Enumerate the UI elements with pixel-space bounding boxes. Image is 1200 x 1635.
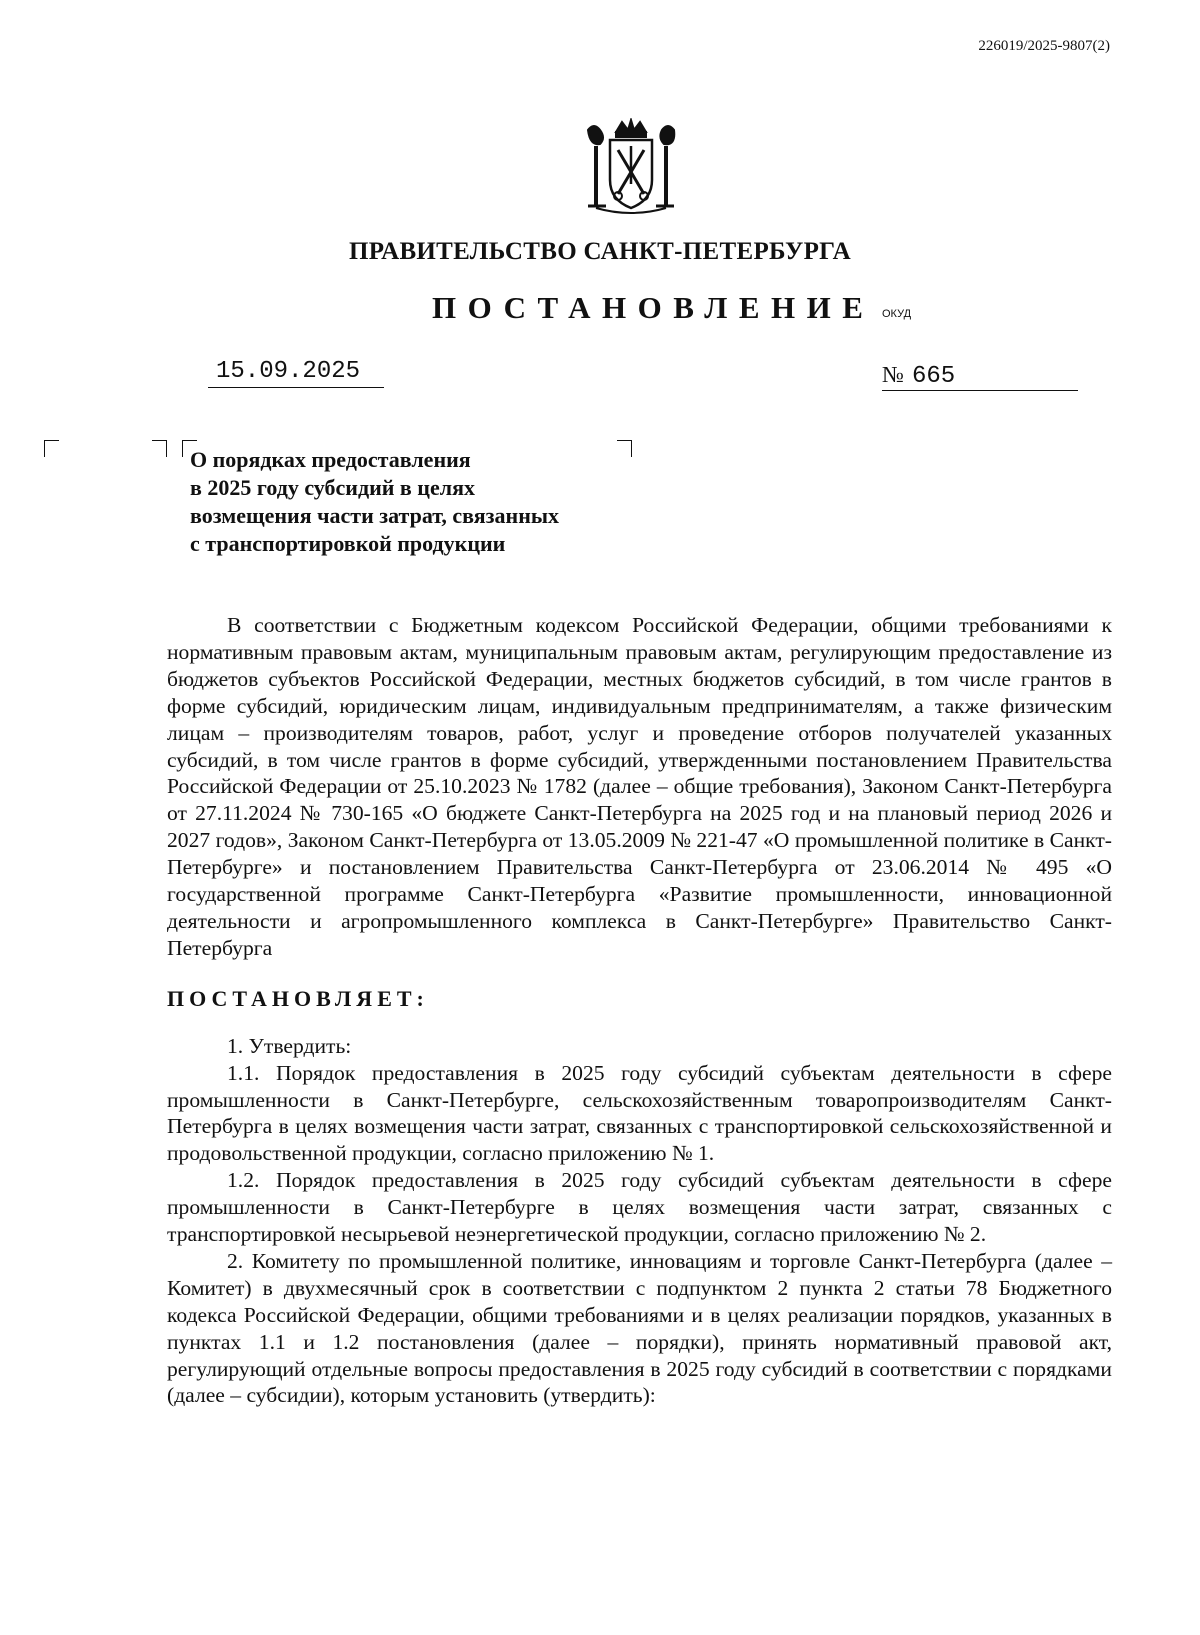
document-number: 665 — [911, 363, 956, 390]
document-body — [167, 612, 1112, 1409]
corner-mark-left — [44, 440, 59, 457]
item-paragraph: 1.2. Порядок предоставления в 2025 году субсидий субъектам деятельности в сфере промышленности в Санкт-Петербурге в целях возмещения части затрат, связанных с транспортировкой несырьевой неэнергетической продукции, согласно приложению № 2. — [167, 1168, 1112, 1247]
item-paragraph: 1. Утвердить: — [227, 1033, 352, 1058]
document-number-field — [882, 362, 1078, 391]
subject-line: в 2025 году субсидий в целях — [190, 475, 475, 500]
okud-label: ОКУД — [882, 308, 912, 320]
corner-mark-mid-right — [152, 440, 167, 457]
item-paragraph: 2. Комитету по промышленной политике, инновациям и торговле Санкт-Петербурга (далее – Комитет) в двухмесячный срок в соответствии с подпунктом 2 пункта 2 статьи 78 Бюджетного кодекса Российской Федерации, общими требованиями и в целях реализации порядков, указанных в пунктах 1.1 и 1.2 постановления (далее – порядки), принять нормативный правовой акт, регулирующий отдельные вопросы предоставления в 2025 году субсидий в соответствии с порядками (далее – субсидии), которым установить (утвердить): — [167, 1248, 1112, 1408]
corner-mark-right — [617, 440, 632, 457]
document-subject — [190, 446, 559, 558]
registration-number: 226019/2025-9807(2) — [978, 38, 1110, 54]
saint-petersburg-coat-of-arms-icon — [578, 118, 684, 218]
decree-word: ПОСТАНОВЛЯЕТ: — [167, 985, 429, 1011]
item-paragraph: 1.1. Порядок предоставления в 2025 году субсидий субъектам деятельности в сфере промышленности в Санкт-Петербурге, сельскохозяйственным товаропроизводителям Санкт-Петербурга в целях возмещения части затрат, связанных с транспортировкой сельскохозяйственной и продовольственной продукции, согласно приложению № 1. — [167, 1060, 1112, 1166]
subject-line: с транспортировкой продукции — [190, 531, 506, 556]
subject-line: возмещения части затрат, связанных — [190, 503, 560, 528]
number-sign: № — [882, 362, 904, 387]
government-title: ПРАВИТЕЛЬСТВО САНКТ-ПЕТЕРБУРГА — [348, 238, 852, 265]
document-date: 15.09.2025 — [208, 358, 384, 388]
document-type: ПОСТАНОВЛЕНИЕ — [432, 290, 875, 325]
subject-line: О порядках предоставления — [190, 447, 471, 472]
preamble-paragraph: В соответствии с Бюджетным кодексом Российской Федерации, общими требованиями к нормативным правовым актам, муниципальным правовым актам, регулирующим предоставление из бюджетов субъектов Российской Федерации, местных бюджетов субсидий, в том числе грантов в форме субсидий, юридическим лицам, индивидуальным предпринимателям, а также физическим лицам – производителям товаров, работ, услуг и проведение отборов получателей указанных субсидий, в том числе грантов в форме субсидий, утвержденными постановлением Правительства Российской Федерации от 25.10.2023 № 1782 (далее – общие требования), Законом Санкт-Петербурга от 27.11.2024 № 730-165 «О бюджете Санкт-Петербурга на 2025 год и на плановый период 2026 и 2027 годов», Законом Санкт-Петербурга от 13.05.2009 № 221-47 «О промышленной политике в Санкт-Петербурге» и постановлением Правительства Санкт-Петербурга от 23.06.2014 № 495 «О государственной программе Санкт-Петербурга «Развитие промышленности, инновационной деятельности и агропромышленного комплекса в Санкт-Петербурге» Правительство Санкт-Петербурга — [167, 613, 1112, 960]
